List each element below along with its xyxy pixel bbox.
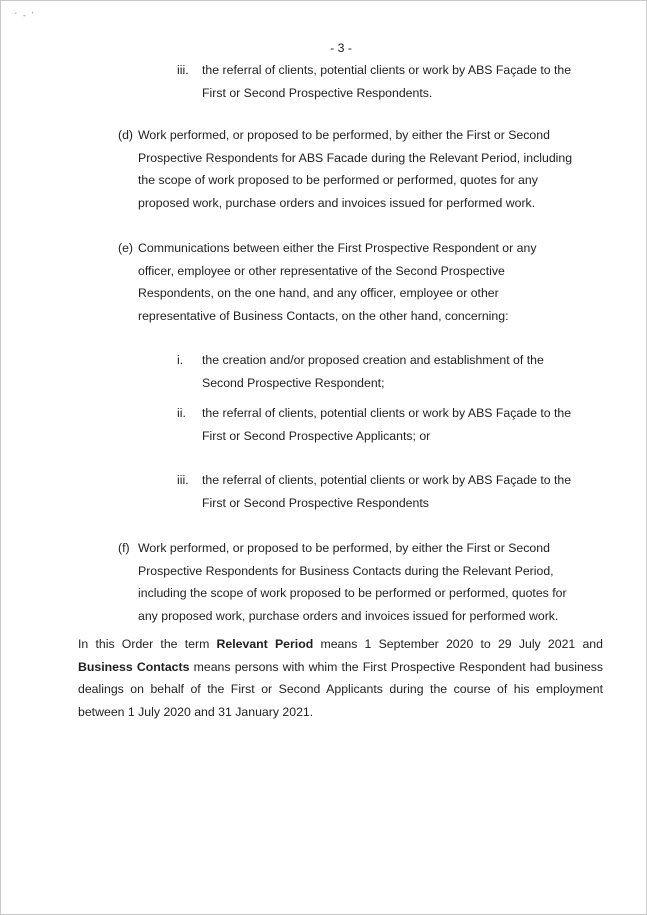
sub-list-item-number: ii.	[177, 406, 186, 420]
sub-list-item-number: i.	[177, 353, 184, 367]
definition-mid: means 1 September 2020 to 29 July 2021 and	[313, 637, 603, 651]
list-item-text: Communications between either the First Prospective Respondent or any officer, employee or other representative of the Second Prospective Respondents, on the one hand, and any officer, employee or other representative of Business Contacts, on the other hand, concerning:	[138, 241, 537, 323]
list-item-text: Work performed, or proposed to be performed, by either the First or Second Prospective Respondents for Business Contacts during the Relevant Period, including the scope of work proposed to be performed or performed, quotes for any proposed work, purchase orders and invoices issued for performed work.	[138, 541, 567, 623]
list-item-number: iii.	[177, 63, 189, 77]
definition-paragraph	[78, 633, 603, 723]
page-number: - 3 -	[330, 41, 352, 55]
definition-intro: In this Order the term	[78, 637, 217, 651]
sub-list-item-e-ii	[177, 402, 617, 447]
list-item-text: Work performed, or proposed to be performed, by either the First or Second Prospective Respondents for ABS Facade during the Relevant Period, including the scope of work proposed to be performed or performed, quotes for any proposed work, purchase orders and invoices issued for performed work.	[138, 128, 573, 210]
sub-list-item-e-i	[177, 349, 617, 394]
sub-list-item-text: the creation and/or proposed creation and establishment of the Second Prospective Respondent;	[202, 353, 544, 390]
list-item-number: (e)	[118, 241, 134, 255]
term-relevant-period: Relevant Period	[216, 637, 314, 651]
list-item-number: (f)	[118, 541, 130, 555]
definition-rest: means persons with whim the First Prospective Respondent had business dealings on behalf of the First or Second Applicants during the course of his employment between 1 July 2020 and 31 January 2021.	[78, 659, 604, 719]
sub-list-item-text: the referral of clients, potential clients or work by ABS Façade to the First or Second Prospective Applicants; or	[202, 406, 572, 443]
list-item-f	[118, 537, 618, 627]
list-item-e	[118, 237, 618, 327]
sub-list-item-e-iii	[177, 469, 617, 514]
term-business-contacts: Business Contacts	[78, 659, 190, 674]
sub-list-item-text: the referral of clients, potential clients or work by ABS Façade to the First or Second Prospective Respondents	[202, 473, 572, 510]
list-item-a-iii	[177, 59, 617, 104]
list-item-text: the referral of clients, potential clients or work by ABS Façade to the First or Second Prospective Respondents.	[202, 63, 572, 100]
list-item-number: (d)	[118, 128, 134, 142]
sub-list-item-number: iii.	[177, 473, 189, 487]
corner-mark: ʻ - ʼ	[15, 11, 36, 20]
list-item-d	[118, 124, 618, 214]
